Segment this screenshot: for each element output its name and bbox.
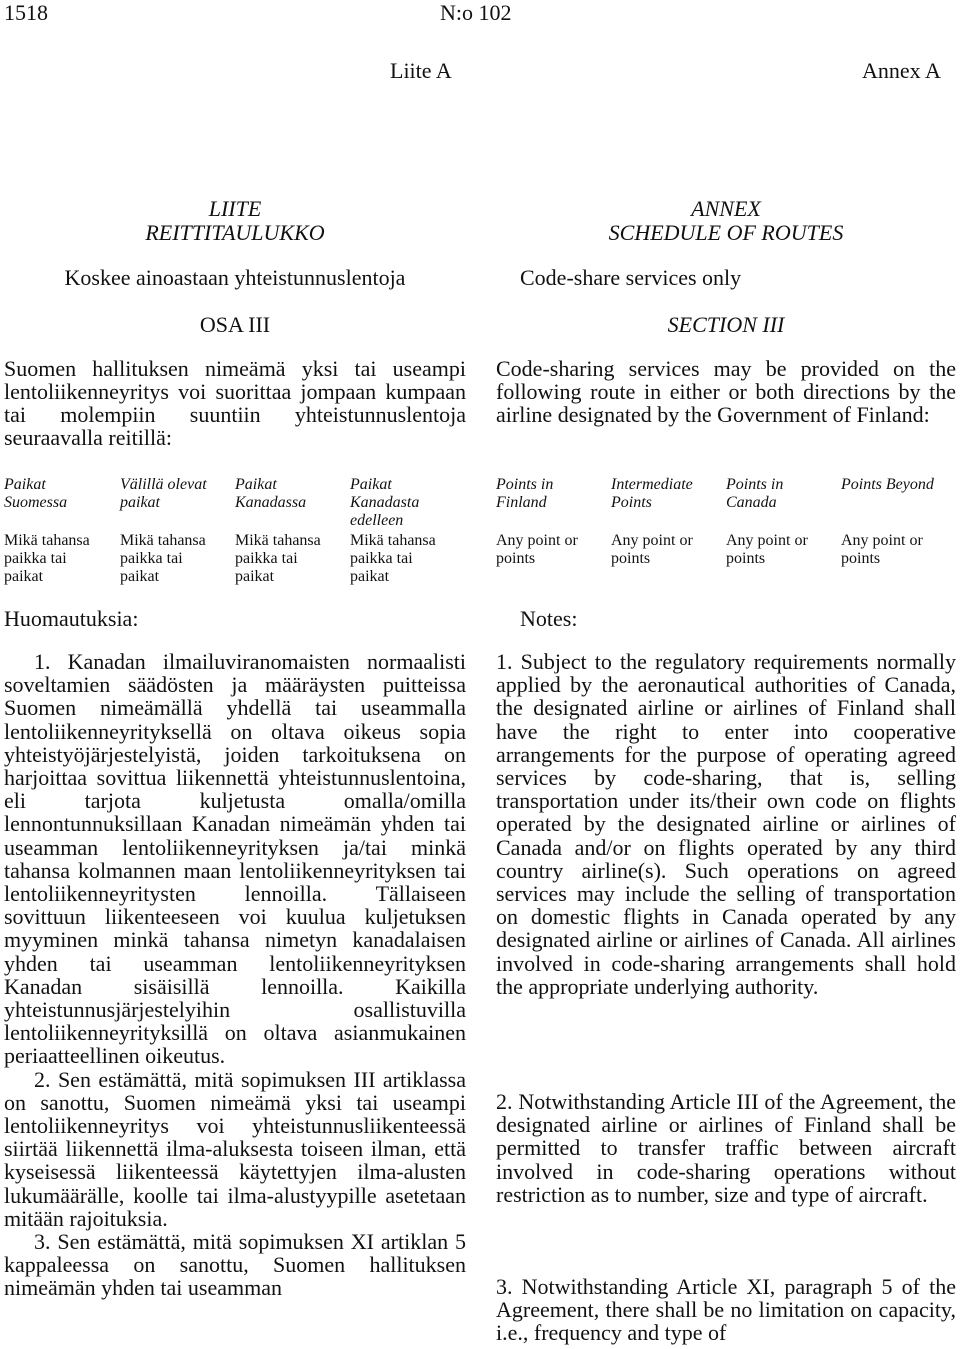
left-table-header: Välillä olevat paikat <box>120 476 207 511</box>
right-note-2: 2. Notwithstanding Article III of the Agreement, the designated airline or airlines of Finland shall be permitted to transfer traffic between aircraft involved in code-sharing operations without restriction as to number, size and type of aircraft. <box>496 1089 956 1207</box>
annex-label-fi: Liite A <box>390 58 452 83</box>
right-note-1: 1. Subject to the regulatory requirements normally applied by the aeronautical authorities of Canada, the designated airline or airlines of Finland shall have the right to enter into cooperative arrangements for the purpose of operating agreed services by code-sharing, that is, selling transportation under its/their own code on flights operated by the designated airline or airlines of Canada and/or on flights operated by any third country airline(s). Such operations on agreed services may include the selling of transportation on domestic flights in Canada operated by any designated airline or airlines of Canada. All airlines involved in code-sharing arrangements shall hold the appropriate underlying authority. <box>496 649 956 999</box>
left-note-2: 2. Sen estämättä, mitä sopimuksen III artiklassa on sanottu, Suomen nimeämä yksi tai useampi lentoliikenneyritys voi yhteistunnusliikenteessä siirtää liikennettä ilma-aluksesta toiseen ilman, että kyseisessä liikenteessä käytettyjen ilma-alusten lukumäärälle, koolle tai ilma-alustyypille asetetaan mitään rajoituksia. <box>4 1066 466 1231</box>
left-title-line1: LIITE <box>208 196 262 221</box>
left-note-3: 3. Sen estämättä, mitä sopimuksen XI artiklan 5 kappaleessa on sanottu, Suomen hallituksen nimeämän yhden tai useamman <box>4 1229 466 1301</box>
right-section: SECTION III <box>667 312 785 337</box>
left-note-1: 1. Kanadan ilmailuviranomaisten normaalisti soveltamien säädösten ja määräysten puitteissa Suomen nimeämällä yhdellä tai useammalla lentoliikenneyrityksellä on oltava oikeus sopia yhteistyöjärjestelyistä, joiden tarkoituksena on harjoittaa sovittua liikennettä yhteistunnuslentoina, eli tarjota kuljetusta omalla/omilla lennontunnuksillaan Kanadan nimeämän yhden tai useamman lentoliikenneyrityksen ja/tai minkä tahansa kolmannen maan lentoliikenneyrityksen tai lentoliikenneyritysten lennoilla. Tällaiseen sovittuun liikenteeseen voi kuulua kuljetuksen myyminen minkä tahansa nimetyn kanadalaisen yhden tai useamman lentoliikenneyrityksen Kanadan sisäisillä lennoilla. Kaikilla yhteistunnusjärjestelyihin osallistuvilla lentoliikenneyrityksillä on oltava asianmukainen periaatteellinen oikeutus. <box>4 649 466 1069</box>
right-note-3: 3. Notwithstanding Article XI, paragraph 5 of the Agreement, there shall be no limitation on capacity, i.e., frequency and type of <box>496 1274 956 1346</box>
right-intro: Code-sharing services may be provided on the following route in either or both directions by the airline designated by the Government of Finland: <box>496 356 956 427</box>
right-title-line2: SCHEDULE OF ROUTES <box>608 220 844 245</box>
left-table-cell: Mikä tahansa paikka tai paikat <box>350 532 436 585</box>
page-number: 1518 <box>4 0 48 25</box>
right-table-header: Intermediate Points <box>611 476 693 511</box>
right-title <box>496 197 956 245</box>
left-table-header: Paikat Suomessa <box>4 476 68 511</box>
right-table-header: Points in Canada <box>726 476 784 511</box>
left-title <box>4 197 466 245</box>
annex-label-en: Annex A <box>862 58 941 83</box>
left-notes <box>4 650 466 1300</box>
left-table-cell: Mikä tahansa paikka tai paikat <box>4 532 90 585</box>
left-table-cell: Mikä tahansa paikka tai paikat <box>120 532 206 585</box>
left-section: OSA III <box>199 312 271 337</box>
left-table-header: Paikat Kanadasta edelleen <box>350 476 420 529</box>
left-subtitle: Koskee ainoastaan yhteistunnuslentoja <box>64 265 406 290</box>
right-subtitle: Code-share services only <box>520 265 742 290</box>
right-table-cell: Any point or points <box>726 532 808 567</box>
right-table-cell: Any point or points <box>841 532 923 567</box>
right-table-header: Points Beyond <box>841 476 934 493</box>
left-intro: Suomen hallituksen nimeämä yksi tai useampi lentoliikenneyritys voi suorittaa jompaan kumpaan tai molempiin suuntiin yhteistunnuslentoja seuraavalla reitillä: <box>4 356 466 450</box>
left-table-cell: Mikä tahansa paikka tai paikat <box>235 532 321 585</box>
right-title-line1: ANNEX <box>691 196 761 221</box>
left-table-header: Paikat Kanadassa <box>235 476 307 511</box>
issue-number: N:o 102 <box>440 0 512 25</box>
right-table-header: Points in Finland <box>496 476 554 511</box>
right-table-cell: Any point or points <box>611 532 693 567</box>
right-table-cell: Any point or points <box>496 532 578 567</box>
left-notes-heading: Huomautuksia: <box>4 606 139 631</box>
left-title-line2: REITTITAULUKKO <box>145 220 325 245</box>
right-notes-heading: Notes: <box>520 606 578 631</box>
